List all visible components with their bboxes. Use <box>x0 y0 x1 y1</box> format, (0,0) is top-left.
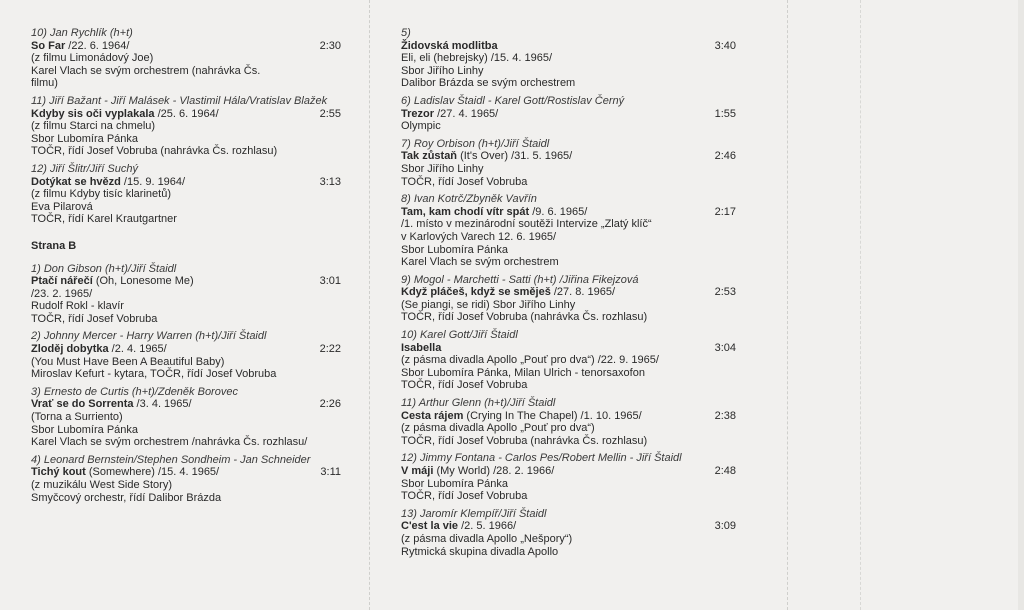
track-detail-line: (Se piangi, se ridi) Sbor Jiřího Linhy <box>401 298 576 311</box>
track-detail-line: (z filmu Limonádový Joe) <box>31 52 154 65</box>
track-entry <box>401 329 736 392</box>
track-credits: 10) Jan Rychlík (h+t) <box>31 27 133 39</box>
track-list-side-a <box>31 27 341 226</box>
track-credits: 9) Mogol - Marchetti - Satti (h+t) /Jiřina Fikejzová <box>401 273 639 286</box>
track-entry <box>31 27 341 90</box>
fold-line <box>787 0 788 610</box>
track-entry <box>31 386 341 449</box>
track-detail-line: Eva Pilarová <box>31 200 93 213</box>
track-entry <box>31 163 341 226</box>
track-title: So Far <box>31 39 66 52</box>
track-title-detail: (Somewhere) /15. 4. 1965/ <box>85 466 220 479</box>
track-title-detail: (It's Over) /31. 5. 1965/ <box>457 150 573 163</box>
track-title-detail: (My World) /28. 2. 1966/ <box>433 465 555 477</box>
track-title: Tichý kout <box>31 466 86 479</box>
track-title-detail: /15. 9. 1964/ <box>120 175 186 188</box>
track-title-line <box>401 206 736 219</box>
track-detail-line: Sbor Lubomíra Pánka <box>31 132 139 145</box>
track-title: Když pláčeš, když se směješ <box>401 286 551 299</box>
track-title-group <box>31 275 194 288</box>
track-entry <box>401 95 736 133</box>
track-duration: 3:09 <box>714 520 736 533</box>
track-title-group <box>31 108 219 121</box>
track-duration: 2:30 <box>319 39 341 52</box>
track-duration: 3:01 <box>319 275 341 288</box>
track-title-line <box>31 176 341 189</box>
track-title: Kdyby sis oči vyplakala <box>31 107 155 120</box>
track-duration: 3:40 <box>714 39 736 52</box>
track-credits: 6) Ladislav Štaidl - Karel Gott/Rostislav Černý <box>401 94 625 107</box>
track-detail-line: /23. 2. 1965/ <box>31 287 93 300</box>
track-detail-line: Sbor Jiřího Linhy <box>401 162 484 175</box>
track-title-line <box>401 40 736 53</box>
track-credits: 11) Jiří Bažant - Jiří Malásek - Vlastimil Hála/Vratislav Blažek <box>31 94 328 107</box>
track-credits: 12) Jimmy Fontana - Carlos Pes/Robert Mellin - Jiří Štaidl <box>401 452 682 465</box>
track-title: V máji <box>401 465 434 477</box>
track-title: Cesta rájem <box>401 409 464 422</box>
track-title-group <box>31 398 192 411</box>
track-duration: 2:55 <box>319 107 341 120</box>
track-credits: 13) Jaromír Klempíř/Jiří Štaidl <box>401 507 547 520</box>
track-entry <box>31 95 341 158</box>
track-detail-line: TOČR, řídí Josef Vobruba (nahrávka Čs. rozhlasu) <box>31 145 278 158</box>
track-duration: 2:48 <box>714 465 736 477</box>
track-detail-line: Sbor Lubomíra Pánka, Milan Ulrich - tenorsaxofon <box>401 366 645 379</box>
track-title-line <box>401 520 736 533</box>
track-title-group <box>401 40 498 53</box>
track-title-group <box>401 520 516 533</box>
track-detail-line: Sbor Lubomíra Pánka <box>401 477 509 490</box>
track-title-detail: /2. 5. 1966/ <box>458 520 517 533</box>
track-title-line <box>31 108 341 121</box>
track-detail-line: (z filmu Starci na chmelu) <box>31 120 156 133</box>
track-title-detail: (Oh, Lonesome Me) <box>92 275 194 288</box>
track-title-line <box>31 343 341 356</box>
track-detail-line: filmu) <box>31 77 58 90</box>
track-credits: 7) Roy Orbison (h+t)/Jiří Štaidl <box>401 137 550 150</box>
track-title: Ptačí nářečí <box>31 275 93 288</box>
track-detail-line: TOČR, řídí Josef Vobruba <box>31 312 158 325</box>
track-detail-line: Miroslav Kefurt - kytara, TOČR, řídí Josef Vobruba <box>31 368 277 381</box>
track-title-group <box>31 343 167 356</box>
track-credits: 5) <box>401 27 411 39</box>
track-title-detail: /2. 4. 1965/ <box>108 343 167 356</box>
track-entry <box>31 330 341 380</box>
track-detail-line: Sbor Lubomíra Pánka <box>401 243 509 256</box>
track-entry <box>31 454 341 504</box>
track-title-detail: (Crying In The Chapel) /1. 10. 1965/ <box>463 409 642 422</box>
track-title-line <box>401 286 736 299</box>
track-title-group <box>401 108 498 121</box>
track-detail-line: (Torna a Surriento) <box>31 411 123 424</box>
track-duration: 3:11 <box>320 466 341 479</box>
track-detail-line: (z pásma divadla Apollo „Nešpory“) <box>401 532 573 545</box>
track-detail-line: TOČR, řídí Josef Vobruba (nahrávka Čs. rozhlasu) <box>401 434 648 447</box>
track-title-detail: /27. 8. 1965/ <box>550 286 616 299</box>
track-title: Židovská modlitba <box>401 39 498 52</box>
track-title-line <box>31 398 341 411</box>
track-title-group <box>31 466 219 479</box>
track-duration: 2:26 <box>319 398 341 411</box>
track-credits: 10) Karel Gott/Jiří Štaidl <box>401 329 518 342</box>
track-title-detail: /3. 4. 1965/ <box>133 398 192 411</box>
track-credits: 2) Johnny Mercer - Harry Warren (h+t)/Jiří Štaidl <box>31 330 267 343</box>
track-duration: 1:55 <box>714 107 736 120</box>
track-title-line <box>401 108 736 121</box>
track-title-group <box>401 150 572 163</box>
track-duration: 3:04 <box>714 341 736 354</box>
track-detail-line: (z filmu Kdyby tisíc klarinetů) <box>31 188 171 201</box>
track-title-group <box>401 342 441 355</box>
track-title-group <box>401 410 642 423</box>
track-title-line <box>401 150 736 163</box>
track-entry <box>401 138 736 188</box>
track-detail-line: (z muzikálu West Side Story) <box>31 479 173 491</box>
track-detail-line: TOČR, řídí Josef Vobruba <box>401 490 528 503</box>
track-credits: 8) Ivan Kotrč/Zbyněk Vavřín <box>401 193 537 206</box>
track-detail-line: Rytmická skupina divadla Apollo <box>401 545 559 558</box>
track-title-detail: /25. 6. 1964/ <box>154 107 219 120</box>
track-duration: 2:46 <box>714 150 736 163</box>
track-title-group <box>401 286 615 299</box>
track-detail-line: Olympic <box>401 120 441 133</box>
track-detail-line: Sbor Lubomíra Pánka <box>31 423 139 436</box>
track-detail-line: Karel Vlach se svým orchestrem /nahrávka Čs. rozhlasu/ <box>31 436 308 449</box>
track-detail-line: Smyčcový orchestr, řídí Dalibor Brázda <box>31 491 222 504</box>
track-title: Isabella <box>401 341 442 354</box>
track-list-side-b <box>31 263 341 505</box>
track-title-line <box>31 40 341 53</box>
track-detail-line: TOČR, řídí Karel Krautgartner <box>31 213 177 226</box>
track-entry <box>401 452 736 502</box>
fold-line <box>860 0 861 610</box>
track-title-detail: /9. 6. 1965/ <box>529 205 588 218</box>
middle-column <box>401 27 736 563</box>
track-title-line <box>31 275 341 288</box>
track-detail-line: Karel Vlach se svým orchestrem (nahrávka Čs. <box>31 64 261 77</box>
fold-line <box>369 0 370 610</box>
track-entry <box>401 27 736 90</box>
track-title-line <box>401 465 736 478</box>
track-duration: 2:22 <box>319 343 341 356</box>
track-detail-line: TOČR, řídí Josef Vobruba <box>401 175 528 188</box>
track-entry <box>401 274 736 324</box>
track-detail-line: Rudolf Rokl - klavír <box>31 300 124 313</box>
track-detail-line: (You Must Have Been A Beautiful Baby) <box>31 355 225 368</box>
track-title-group <box>401 465 554 478</box>
track-detail-line: TOČR, řídí Josef Vobruba <box>401 379 528 392</box>
track-detail-line: TOČR, řídí Josef Vobruba (nahrávka Čs. rozhlasu) <box>401 311 648 324</box>
track-detail-line: v Karlových Varech 12. 6. 1965/ <box>401 230 557 243</box>
track-credits: 1) Don Gibson (h+t)/Jiří Štaidl <box>31 262 177 275</box>
side-b-heading: Strana B <box>31 239 77 252</box>
track-credits: 11) Arthur Glenn (h+t)/Jiří Štaidl <box>401 397 556 410</box>
track-title-group <box>31 40 129 53</box>
track-credits: 3) Ernesto de Curtis (h+t)/Zdeněk Borovec <box>31 385 238 398</box>
track-duration: 3:13 <box>319 175 341 188</box>
track-title: Zloděj dobytka <box>31 343 109 356</box>
track-title-group <box>401 206 587 219</box>
track-duration: 2:53 <box>714 286 736 299</box>
track-title-detail: /27. 4. 1965/ <box>434 107 499 120</box>
track-title-line <box>31 466 341 479</box>
track-title: Tak zůstaň <box>401 150 458 163</box>
track-detail-line: Sbor Jiřího Linhy <box>401 64 484 77</box>
track-title-line <box>401 410 736 423</box>
track-list-side-b-continued <box>401 27 736 558</box>
track-credits: 4) Leonard Bernstein/Stephen Sondheim - Jan Schneider <box>31 453 311 466</box>
track-detail-line: /1. místo v mezinárodní soutěži Intervize „Zlatý klíč“ <box>401 218 652 231</box>
track-title: Tam, kam chodí vítr spát <box>401 205 530 218</box>
track-duration: 2:17 <box>714 205 736 218</box>
track-entry <box>31 263 341 326</box>
track-title-detail: /22. 6. 1964/ <box>65 39 130 52</box>
track-title-group <box>31 176 185 189</box>
track-entry <box>401 193 736 269</box>
track-title: Trezor <box>401 107 435 120</box>
track-detail-line: Dalibor Brázda se svým orchestrem <box>401 77 576 90</box>
track-detail-line: (z pásma divadla Apollo „Pouť pro dva“) /22. 9. 1965/ <box>401 354 659 367</box>
track-detail-line: (z pásma divadla Apollo „Pouť pro dva“) <box>401 422 595 435</box>
track-duration: 2:38 <box>714 409 736 422</box>
card-edge <box>1018 0 1024 610</box>
track-detail-line: Eli, eli (hebrejsky) /15. 4. 1965/ <box>401 52 553 65</box>
track-entry <box>401 508 736 558</box>
left-column <box>31 27 341 509</box>
track-entry <box>401 397 736 447</box>
track-title: Vrať se do Sorrenta <box>31 398 134 411</box>
track-detail-line: Karel Vlach se svým orchestrem <box>401 256 559 269</box>
track-title: Dotýkat se hvězd <box>31 175 121 188</box>
track-title-line <box>401 342 736 355</box>
track-title: C'est la vie <box>401 520 459 533</box>
track-credits: 12) Jiří Šlitr/Jiří Suchý <box>31 162 138 175</box>
